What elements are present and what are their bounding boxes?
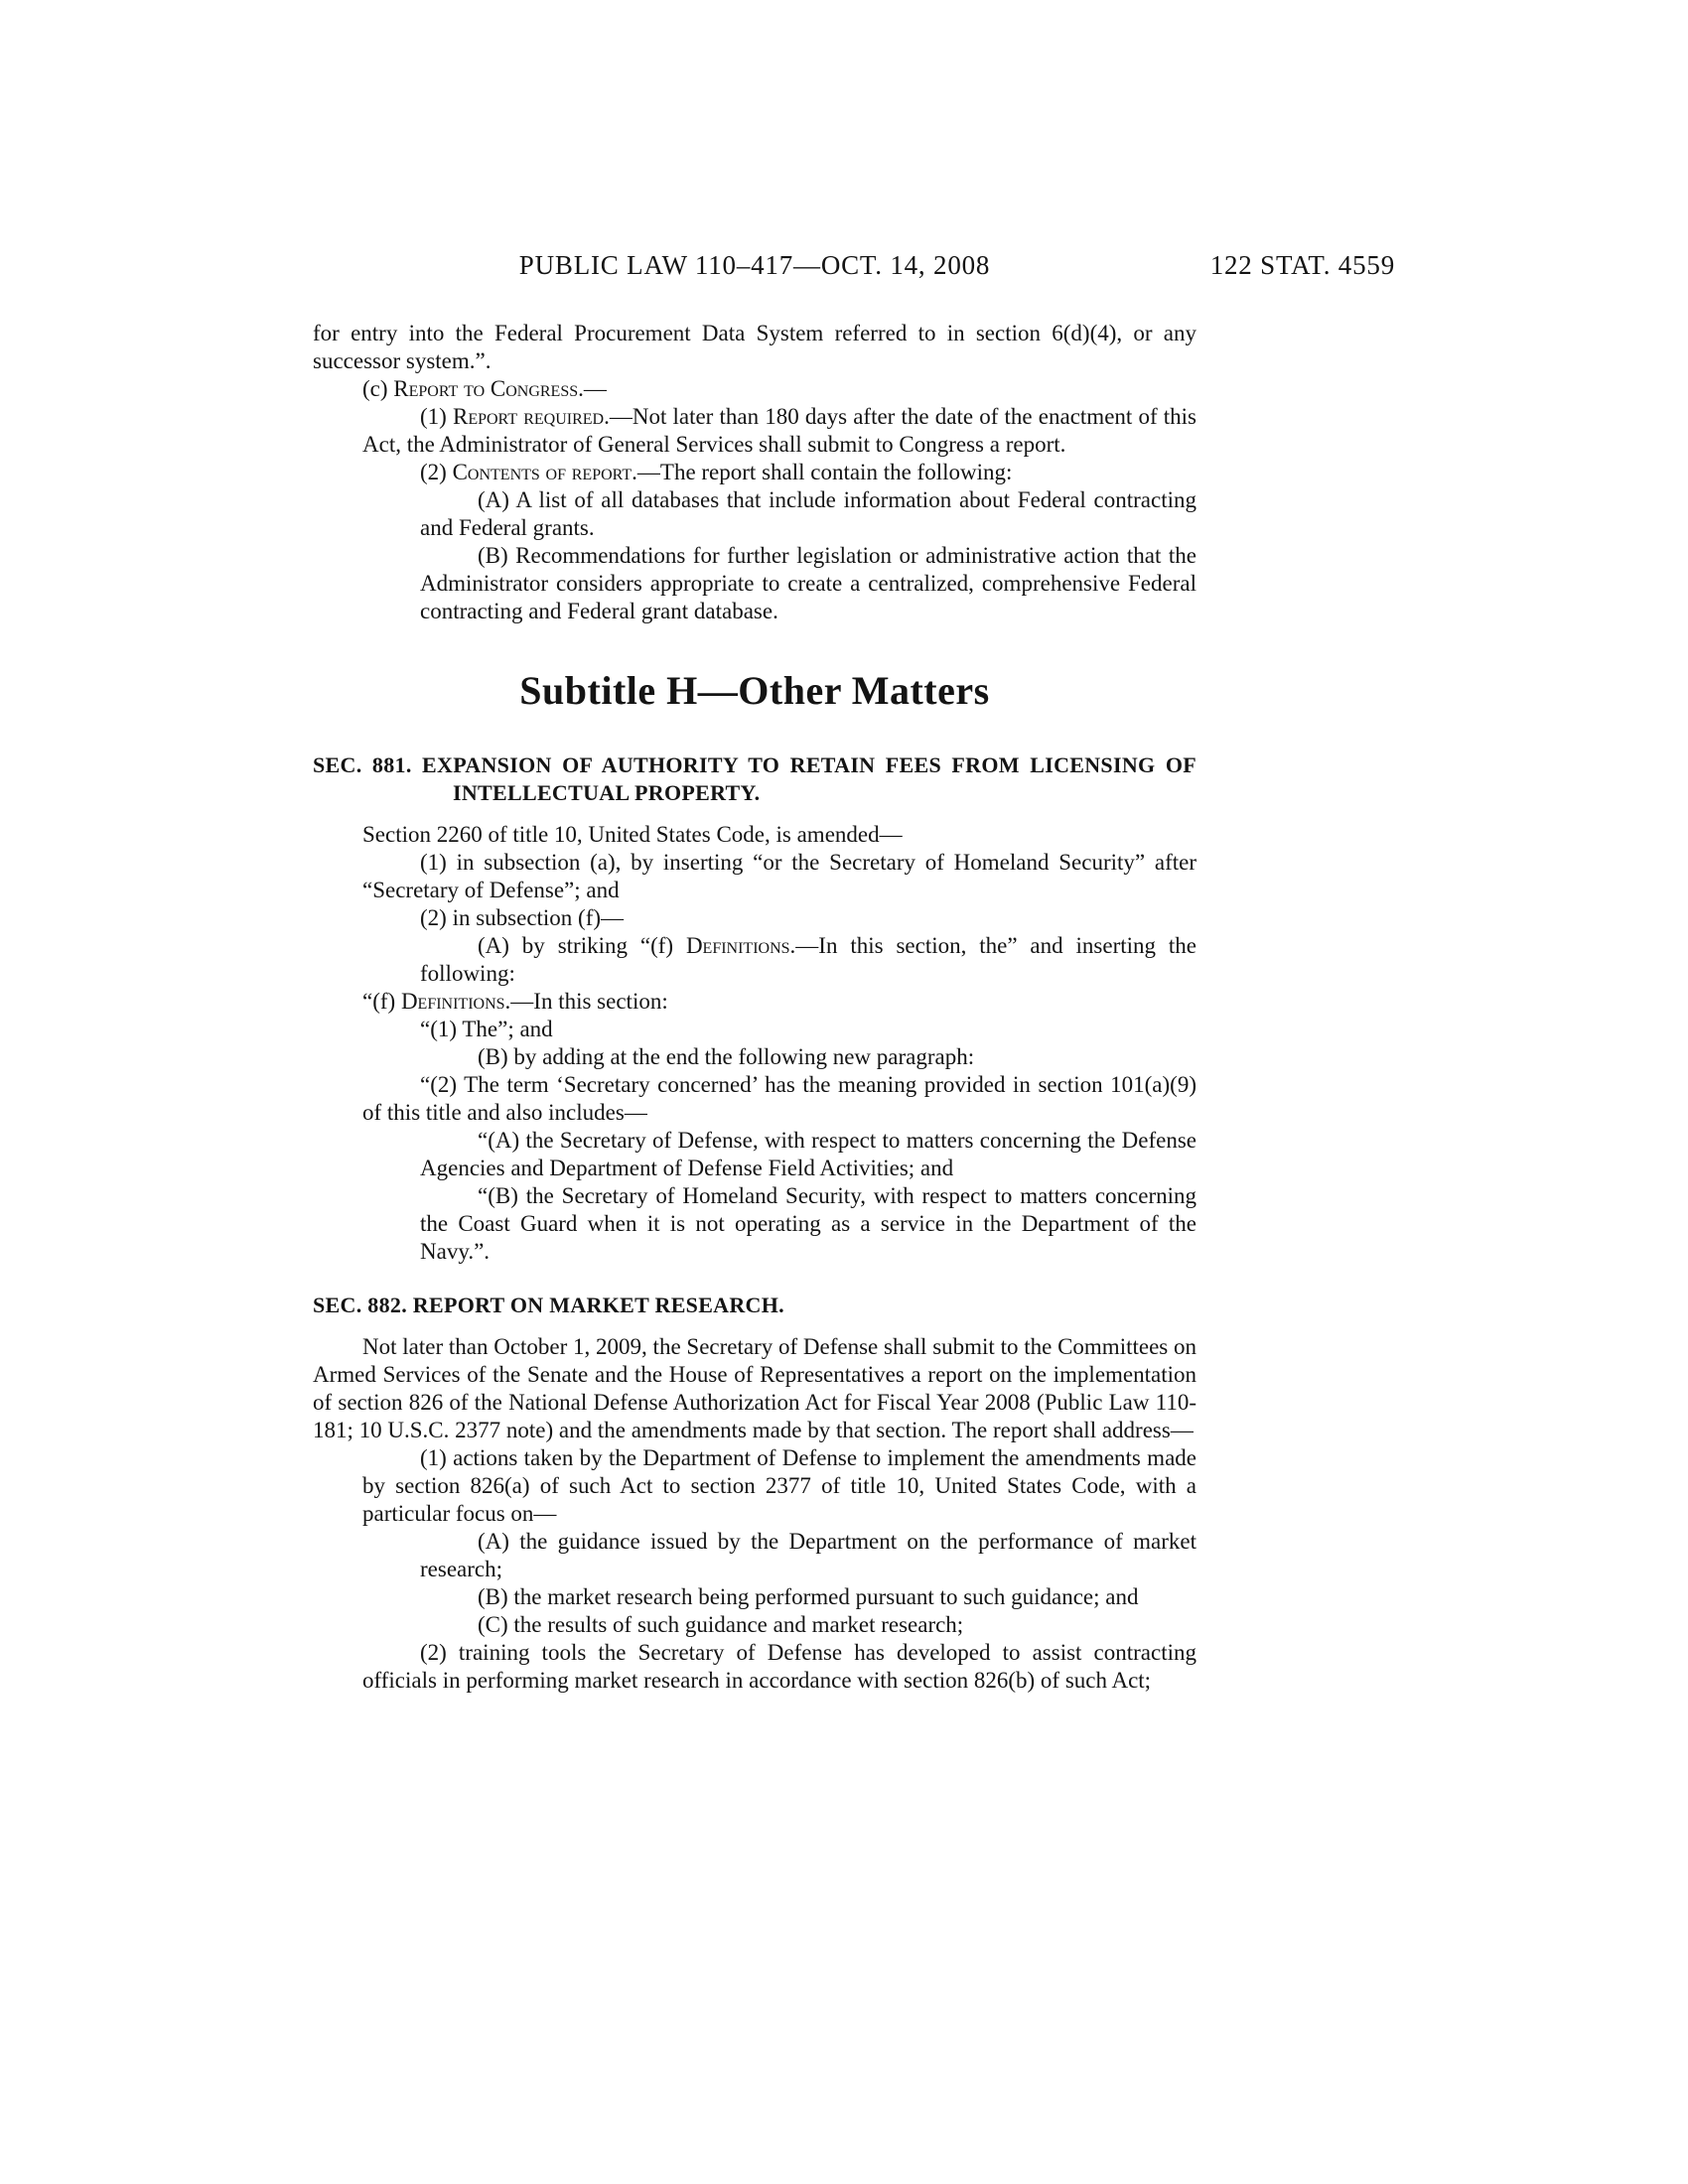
text-run: (B) by adding at the end the following new paragraph: — [478, 1044, 975, 1069]
paragraph — [313, 320, 1196, 375]
paragraph — [420, 1182, 1196, 1266]
text-run: (A) A list of all databases that include information about Federal contracting and Federal grants. — [420, 487, 1196, 540]
text-run: (2) in subsection (f)— — [420, 905, 625, 930]
paragraph — [420, 1043, 1196, 1071]
paragraph — [362, 403, 1196, 459]
paragraph — [362, 988, 1196, 1016]
text-run: (A) by striking “(f) — [478, 933, 686, 958]
paragraph — [362, 459, 1196, 486]
paragraph — [420, 1611, 1196, 1639]
text-run: Section 2260 of title 10, United States Code, is amended— — [362, 822, 903, 847]
paragraph — [420, 1583, 1196, 1611]
paragraph — [420, 932, 1196, 988]
paragraph — [362, 1444, 1196, 1528]
paragraph — [420, 1528, 1196, 1583]
page-header — [313, 250, 1395, 286]
document-body — [313, 320, 1196, 1695]
text-run: (c) — [362, 376, 394, 401]
paragraph — [420, 1127, 1196, 1182]
paragraph — [420, 486, 1196, 542]
text-run: .—In this section, the” and inserting the following: — [420, 933, 1196, 986]
paragraph — [313, 375, 1196, 403]
text-run: (1) in subsection (a), by inserting “or the Secretary of Homeland Security” after “Secretary of Defense”; and — [362, 850, 1196, 902]
paragraph — [362, 1071, 1196, 1127]
text-run: .—The report shall contain the following: — [632, 460, 1013, 484]
text-run: (1) — [420, 404, 453, 429]
small-caps-text: Contents of report — [452, 460, 633, 484]
text-run: (C) the results of such guidance and market research; — [478, 1612, 964, 1637]
small-caps-text: Report to Congress — [393, 376, 579, 401]
small-caps-text: Definitions — [685, 933, 790, 958]
text-run: “(2) The term ‘Secretary concerned’ has the meaning provided in section 101(a)(9) of this title and also includes— — [362, 1072, 1196, 1125]
text-run: (2) — [420, 460, 453, 484]
section-heading: SEC. 881. EXPANSION OF AUTHORITY TO RETAIN FEES FROM LICENSING OF INTELLECTUAL PROPERTY. — [313, 752, 1196, 805]
paragraph — [362, 849, 1196, 904]
text-run: Not later than October 1, 2009, the Secretary of Defense shall submit to the Committees on Armed Services of the Senate and the House of Representatives a report on the implementation of section 826 of the National Defense Authorization Act for Fiscal Year 2008 (Public Law 110-181; 10 U.S.C. 2377 note) and the amendments made by that section. The report shall address— — [313, 1334, 1196, 1442]
text-run: “(f) — [362, 989, 401, 1014]
paragraph — [362, 904, 1196, 932]
text-run: (1) actions taken by the Department of Defense to implement the amendments made by section 826(a) of such Act to section 2377 of title 10, United States Code, with a particular focus on— — [362, 1445, 1196, 1526]
small-caps-text: Definitions — [400, 989, 505, 1014]
header-law-title: PUBLIC LAW 110–417—OCT. 14, 2008 — [518, 250, 991, 280]
text-run: for entry into the Federal Procurement Data System referred to in section 6(d)(4), or any successor system.”. — [313, 321, 1196, 373]
paragraph — [313, 821, 1196, 849]
paragraph — [420, 542, 1196, 625]
text-run: (2) training tools the Secretary of Defense has developed to assist contracting officials in performing market research in accordance with section 826(b) of such Act; — [362, 1640, 1196, 1693]
text-run: “(A) the Secretary of Defense, with respect to matters concerning the Defense Agencies and Department of Defense Field Activities; and — [420, 1128, 1196, 1180]
paragraph — [362, 1639, 1196, 1695]
text-run: .—In this section: — [504, 989, 668, 1014]
text-run: (B) Recommendations for further legislation or administrative action that the Administrator considers appropriate to create a centralized, comprehensive Federal contracting and Federal grant database. — [420, 543, 1196, 623]
text-run: .—Not later than 180 days after the date of the enactment of this Act, the Administrator of General Services shall submit to Congress a report. — [362, 404, 1196, 457]
subtitle-heading: Subtitle H—Other Matters — [519, 668, 990, 713]
text-run: (A) the guidance issued by the Department on the performance of market research; — [420, 1529, 1196, 1581]
text-run: .— — [578, 376, 607, 401]
text-run: “(1) The”; and — [420, 1017, 553, 1041]
text-run: (B) the market research being performed pursuant to such guidance; and — [478, 1584, 1139, 1609]
small-caps-text: Report required — [452, 404, 605, 429]
section-heading: SEC. 882. REPORT ON MARKET RESEARCH. — [313, 1293, 784, 1317]
header-stat-number: 122 STAT. 4559 — [1209, 250, 1395, 280]
paragraph — [420, 1016, 1196, 1043]
text-run: “(B) the Secretary of Homeland Security, with respect to matters concerning the Coast Guard when it is not operating as a service in the Department of the Navy.”. — [420, 1183, 1196, 1264]
paragraph — [313, 1333, 1196, 1444]
